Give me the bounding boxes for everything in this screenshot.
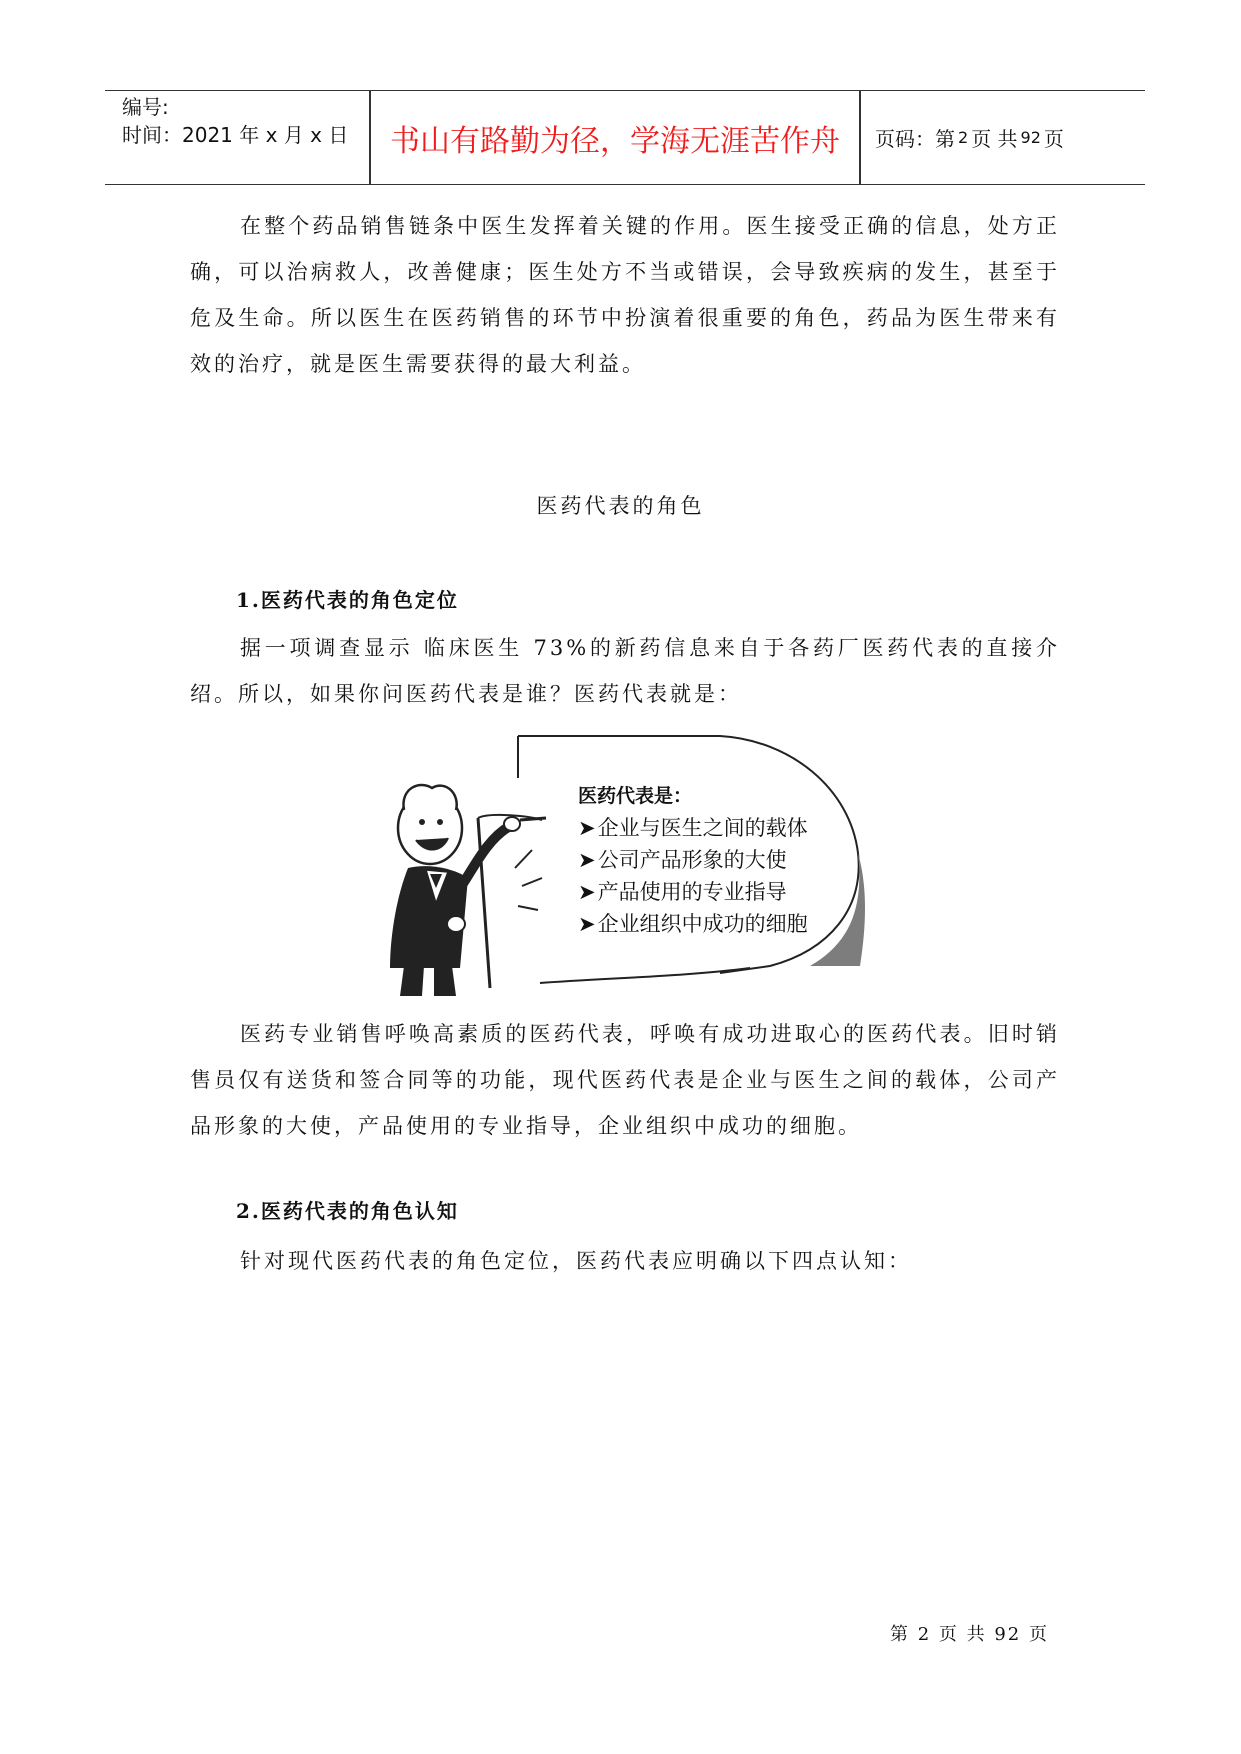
callout-heading: 医药代表是： xyxy=(578,785,693,807)
subsection-title-1: 1.医药代表的角色定位 xyxy=(236,588,459,612)
page-number: 2 xyxy=(958,128,969,147)
page-prefix: 页码：第 xyxy=(875,127,955,151)
cognition-paragraph: 针对现代医药代表的角色定位，医药代表应明确以下四点认知： xyxy=(240,1249,912,1273)
arrow-icon: ➤ xyxy=(578,848,596,872)
subsection-title-2: 2.医药代表的角色认知 xyxy=(236,1199,459,1223)
rep-illustration xyxy=(390,728,910,1000)
page-suffix: 页 xyxy=(1043,127,1064,151)
arrow-icon: ➤ xyxy=(578,880,596,904)
header-divider xyxy=(859,91,861,184)
header-page-info xyxy=(875,91,1064,184)
arrow-icon: ➤ xyxy=(578,816,596,840)
callout-item: ➤产品使用的专业指导 xyxy=(578,880,787,904)
callout-item: ➤企业与医生之间的载体 xyxy=(578,816,808,840)
page-mid: 页 共 xyxy=(971,127,1018,151)
intro-paragraph: 在整个药品销售链条中医生发挥着关键的作用。医生接受正确的信息，处方正确，可以治病救人，改善健康；医生处方不当或错误，会导致疾病的发生，甚至于危及生命。所以医生在医药销售的环节中扮演着很重要的角色，药品为医生带来有效的治疗，就是医生需要获得的最大利益。 xyxy=(190,214,1060,376)
section-heading: 医药代表的角色 xyxy=(536,494,705,518)
time-label: 时间：2021 年 x 月 x 日 xyxy=(122,123,349,147)
header-meta xyxy=(117,91,365,184)
page-header xyxy=(105,90,1145,185)
code-label: 编号: xyxy=(122,95,169,119)
header-motto: 书山有路勤为径，学海无涯苦作舟 xyxy=(390,123,840,159)
callout-text xyxy=(578,780,808,940)
page-total: 92 xyxy=(1020,128,1041,147)
callout-item: ➤公司产品形象的大使 xyxy=(578,848,787,872)
page-footer: 第 2 页 共 92 页 xyxy=(890,1624,1049,1645)
arrow-icon: ➤ xyxy=(578,912,596,936)
survey-paragraph: 据一项调查显示 临床医生 73%的新药信息来自于各药厂医药代表的直接介绍。所以，如果你问医药代表是谁？医药代表就是： xyxy=(190,636,1060,706)
sales-paragraph: 医药专业销售呼唤高素质的医药代表，呼唤有成功进取心的医药代表。旧时销售员仅有送货和签合同等的功能，现代医药代表是企业与医生之间的载体，公司产品形象的大使，产品使用的专业指导，企业组织中成功的细胞。 xyxy=(190,1022,1060,1138)
callout-item: ➤企业组织中成功的细胞 xyxy=(578,912,808,936)
